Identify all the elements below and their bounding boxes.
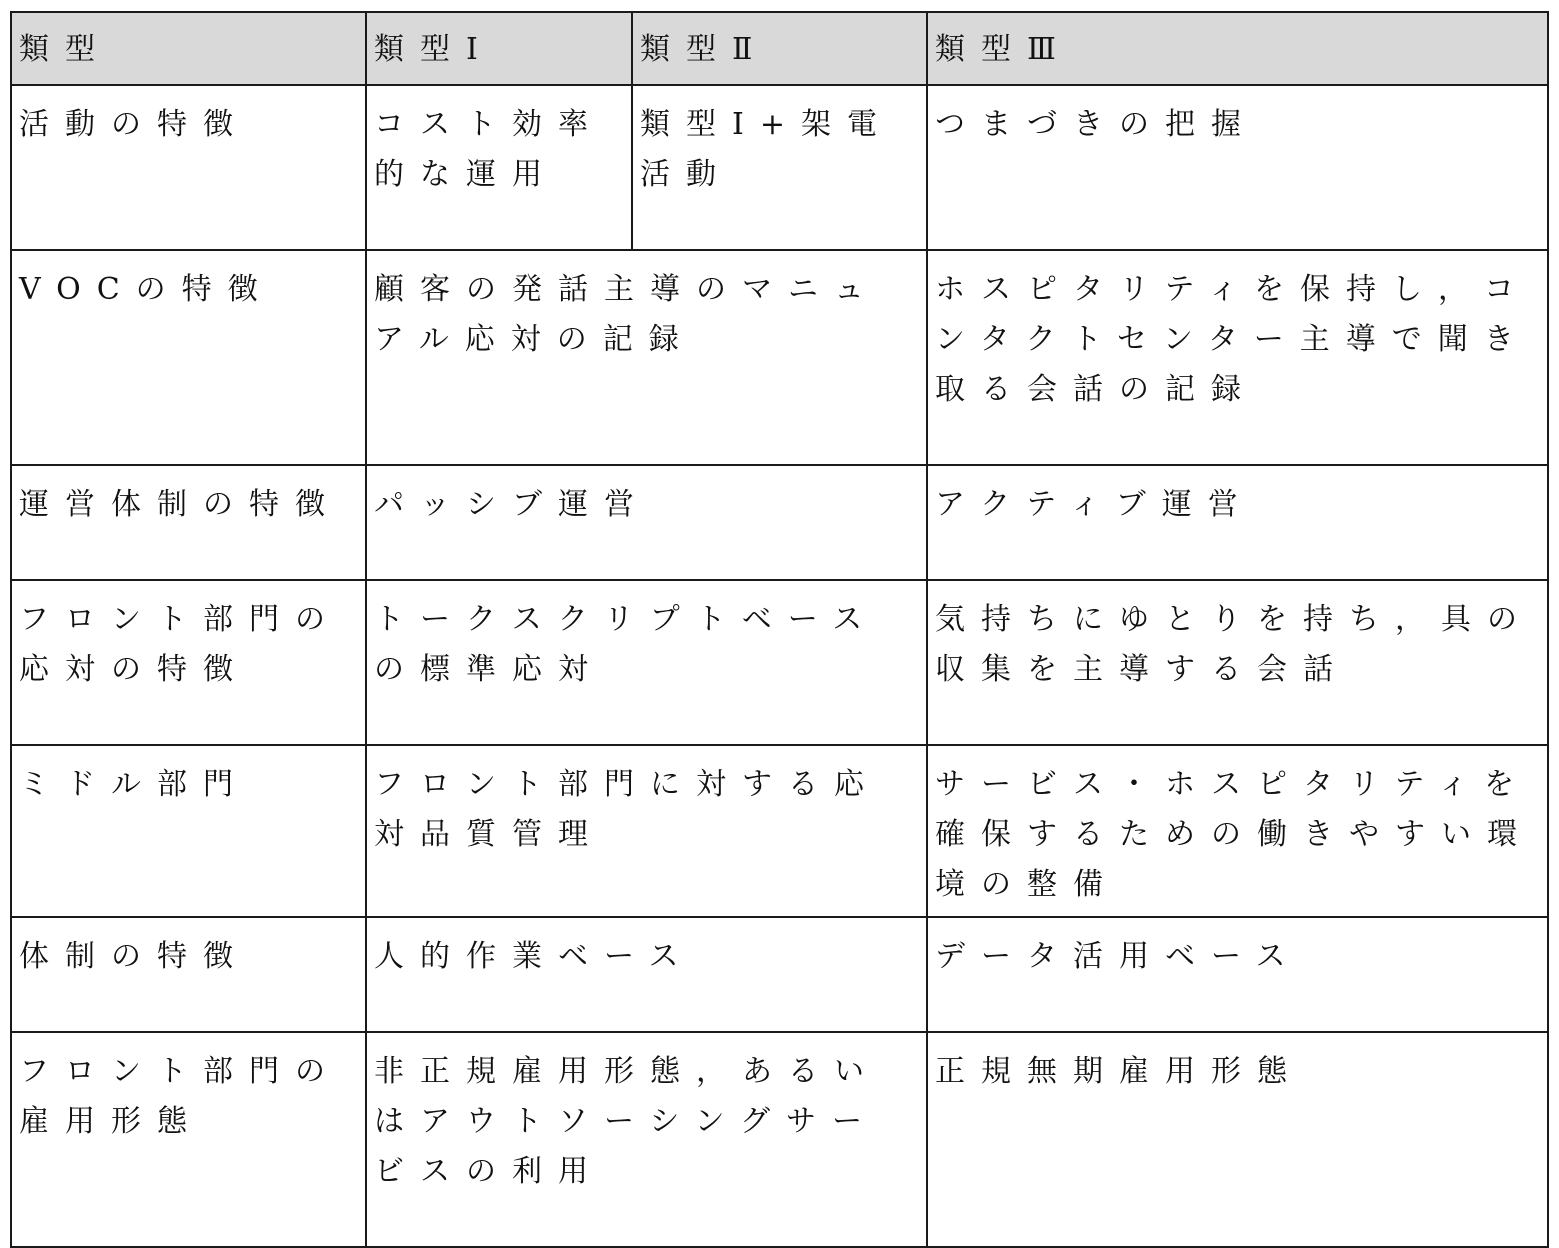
- cell-type-3: つまづきの把握: [927, 85, 1548, 250]
- cell-type-3: アクティブ運営: [927, 465, 1548, 580]
- table-row: [11, 1032, 1548, 1247]
- cell-type-1-2: 人的作業ベース: [366, 917, 927, 1032]
- table-row: [11, 465, 1548, 580]
- cell-type-3: データ活用ベース: [927, 917, 1548, 1032]
- cell-type-3: 正規無期雇用形態: [927, 1032, 1548, 1247]
- cell-type-1-2: 非正規雇用形態，あるいはアウトソーシングサービスの利用: [366, 1032, 927, 1247]
- cell-type-1-2: パッシブ運営: [366, 465, 927, 580]
- cell-type-2: 類型Ⅰ+架電活動: [632, 85, 927, 250]
- table-header-row: [11, 12, 1548, 85]
- table-row: [11, 917, 1548, 1032]
- contact-center-type-comparison-table: [10, 11, 1549, 1248]
- header-type-2: 類型Ⅱ: [632, 12, 927, 85]
- table-row: [11, 745, 1548, 917]
- table-row: [11, 85, 1548, 250]
- row-label: フロント部門の応対の特徴: [11, 580, 366, 745]
- header-type-label: 類型: [11, 12, 366, 85]
- row-label: 体制の特徴: [11, 917, 366, 1032]
- cell-type-1-2: トークスクリプトベースの標準応対: [366, 580, 927, 745]
- cell-type-3: 気持ちにゆとりを持ち，具の収集を主導する会話: [927, 580, 1548, 745]
- row-label: 活動の特徴: [11, 85, 366, 250]
- cell-type-1-2: 顧客の発話主導のマニュアル応対の記録: [366, 250, 927, 465]
- table-row: [11, 580, 1548, 745]
- table-row: [11, 250, 1548, 465]
- row-label: フロント部門の雇用形態: [11, 1032, 366, 1247]
- cell-type-1: コスト効率的な運用: [366, 85, 632, 250]
- row-label: ミドル部門: [11, 745, 366, 917]
- row-label: VOCの特徴: [11, 250, 366, 465]
- row-label: 運営体制の特徴: [11, 465, 366, 580]
- comparison-table-container: [10, 11, 1549, 1248]
- cell-type-3: サービス・ホスピタリティを確保するための働きやすい環境の整備: [927, 745, 1548, 917]
- cell-type-1-2: フロント部門に対する応対品質管理: [366, 745, 927, 917]
- header-type-3: 類型Ⅲ: [927, 12, 1548, 85]
- cell-type-3: ホスピタリティを保持し，コンタクトセンター主導で聞き取る会話の記録: [927, 250, 1548, 465]
- header-type-1: 類型Ⅰ: [366, 12, 632, 85]
